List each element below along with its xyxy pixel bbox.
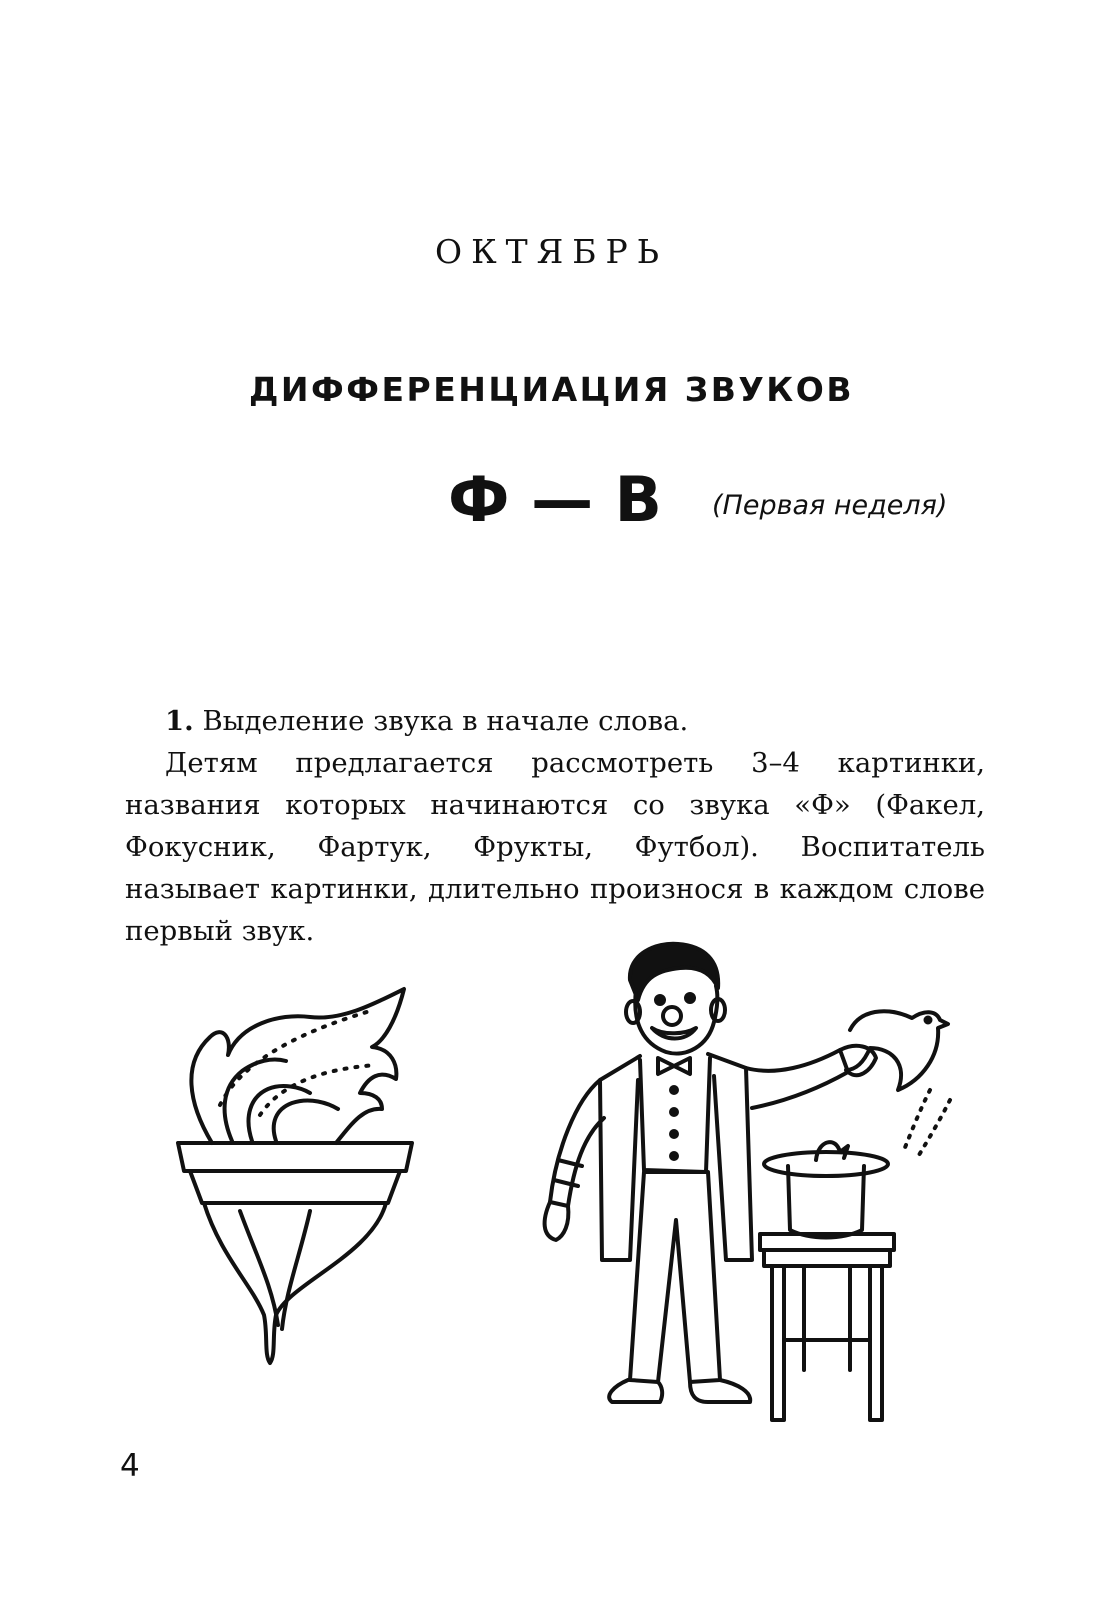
magician-ear-left <box>626 1001 640 1023</box>
magician-hair <box>630 944 718 1000</box>
dove <box>846 1011 948 1090</box>
exercise-title: Выделение звука в начале слова. <box>202 705 689 737</box>
vest-button-4 <box>671 1153 677 1159</box>
torch-band <box>190 1171 400 1203</box>
section-title: ДИФФЕРЕНЦИАЦИЯ ЗВУКОВ <box>249 370 854 409</box>
exercise-body: Детям предлагается рассмотреть 3–4 картинки, названия которых начинаются со звука «Ф» (Факел, Фокусник, Фартук, Фрукты, Футбол). Воспитатель называет картинки, длительно произнося в каждом слове первый звук. <box>125 747 985 947</box>
exercise-heading <box>125 700 985 742</box>
torch-handle <box>204 1203 386 1363</box>
magician-bowtie <box>658 1058 690 1074</box>
table-rim <box>764 1250 890 1266</box>
vest-button-1 <box>671 1087 677 1093</box>
torch-rim <box>178 1143 412 1171</box>
vest-button-2 <box>671 1109 677 1115</box>
magician-eye-left <box>656 996 664 1004</box>
table-leg-mid <box>784 1266 870 1370</box>
torch-handle-inner-2 <box>282 1211 310 1329</box>
magician-eye-right <box>686 994 694 1002</box>
vest-button-3 <box>671 1131 677 1137</box>
magician-nose <box>663 1007 681 1025</box>
magician-jacket-right <box>708 1054 752 1260</box>
magician-right-arm <box>746 1050 848 1108</box>
torch-illustration <box>160 985 430 1375</box>
magician-smile <box>652 1028 696 1039</box>
flame-dots-2 <box>260 1065 376 1115</box>
flame-outer <box>191 989 404 1143</box>
magician-trousers <box>630 1172 720 1382</box>
week-note: (Первая неделя) <box>712 490 948 521</box>
table-leg-right <box>870 1266 882 1420</box>
exercise-block <box>125 700 985 952</box>
flame-dots <box>220 1011 370 1105</box>
chapter-month: ОКТЯБРЬ <box>435 232 668 271</box>
flame-inner-3 <box>274 1101 338 1141</box>
dove-dots-2 <box>904 1090 930 1150</box>
table-leg-left <box>772 1266 784 1420</box>
magician-left-hand <box>545 1202 569 1240</box>
hat-brim <box>764 1152 888 1176</box>
exercise-number: 1. <box>165 705 194 737</box>
page-number: 4 <box>120 1448 140 1484</box>
dove-eye <box>926 1018 931 1023</box>
magician-head <box>635 986 717 1054</box>
magician-illustration <box>520 940 980 1430</box>
sound-pair-heading: Ф — В <box>448 463 662 536</box>
magician-jacket-left <box>600 1056 640 1260</box>
